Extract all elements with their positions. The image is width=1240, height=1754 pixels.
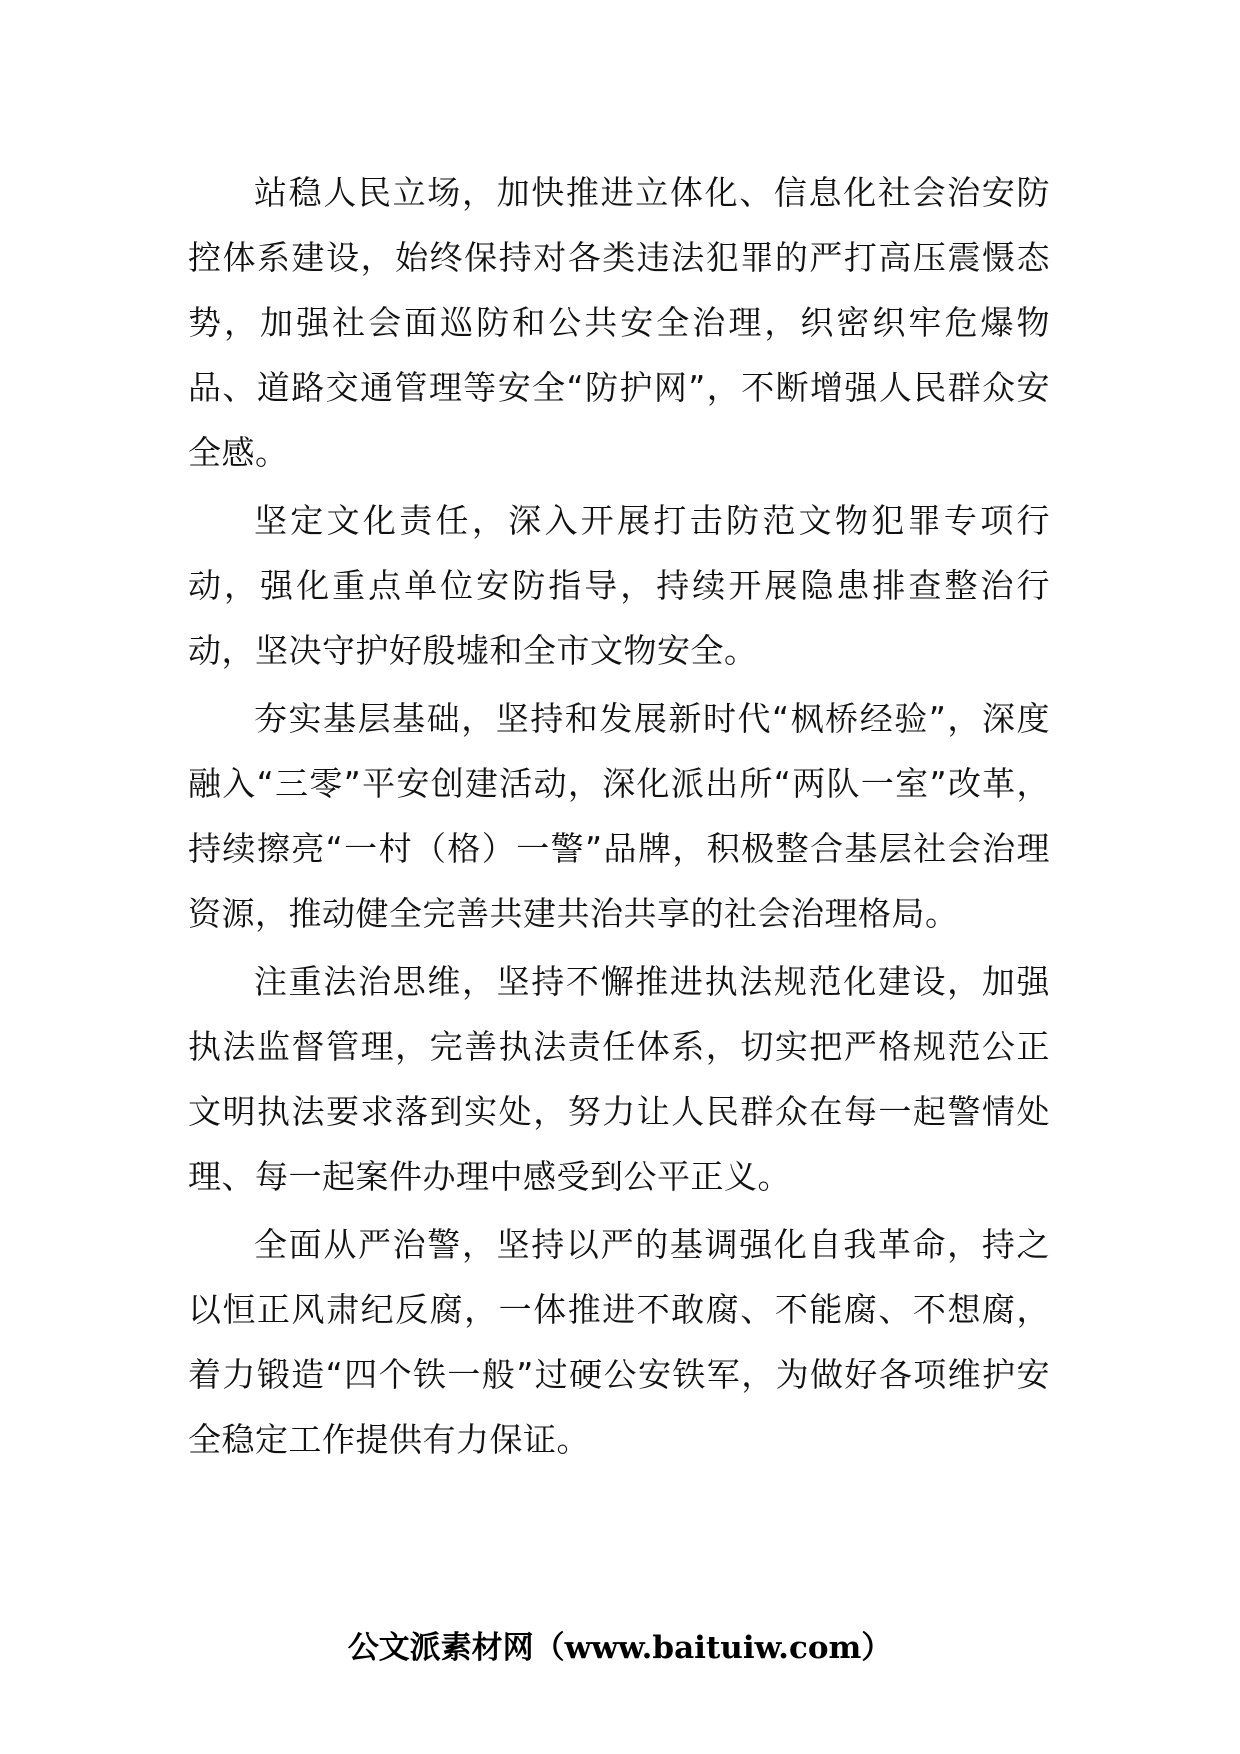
paragraph: 夯实基层基础，坚持和发展新时代“枫桥经验”，深度融入“三零”平安创建活动，深化派出所“两队一室”改革，持续擦亮“一村（格）一警”品牌，积极整合基层社会治理资源，推动健全完善共建共治共享的社会治理格局。 [188, 699, 1050, 933]
paragraph: 全面从严治警，坚持以严的基调强化自我革命，持之以恒正风肃纪反腐，一体推进不敢腐、不能腐、不想腐，着力锻造“四个铁一般”过硬公安铁军，为做好各项维护安全稳定工作提供有力保证。 [188, 1225, 1050, 1459]
document-body [188, 160, 1050, 1475]
footer-watermark: 公文派素材网（www.baituiw.com） [347, 1630, 893, 1666]
paragraph: 坚定文化责任，深入开展打击防范文物犯罪专项行动，强化重点单位安防指导，持续开展隐患排查整治行动，坚决守护好殷墟和全市文物安全。 [188, 501, 1050, 670]
paragraph: 站稳人民立场，加快推进立体化、信息化社会治安防控体系建设，始终保持对各类违法犯罪的严打高压震慑态势，加强社会面巡防和公共安全治理，织密织牢危爆物品、道路交通管理等安全“防护网”，不断增强人民群众安全感。 [188, 173, 1050, 472]
paragraph: 注重法治思维，坚持不懈推进执法规范化建设，加强执法监督管理，完善执法责任体系，切实把严格规范公正文明执法要求落到实处，努力让人民群众在每一起警情处理、每一起案件办理中感受到公平正义。 [188, 962, 1050, 1196]
